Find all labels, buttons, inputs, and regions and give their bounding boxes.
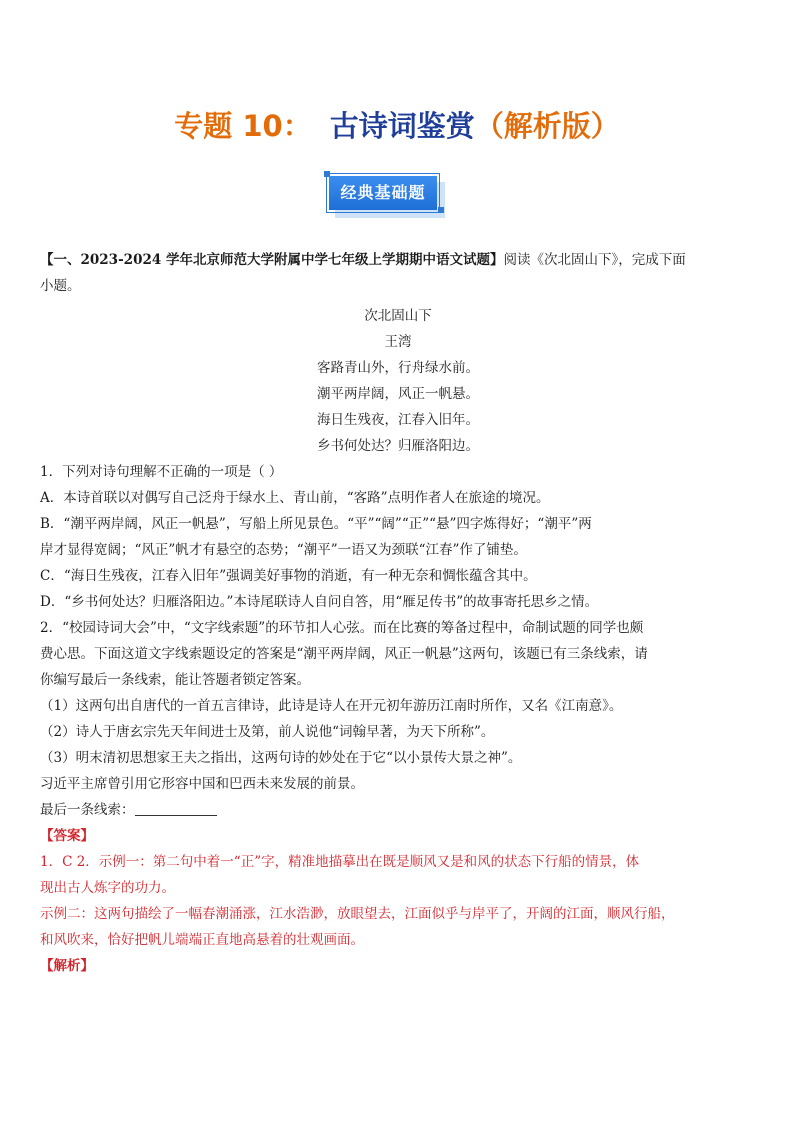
answer-line: 和风吹来，恰好把帆儿端端正直地高悬着的壮观画面。 (40, 932, 364, 948)
answer-label: 【答案】 (40, 828, 94, 844)
badge-label: 经典基础题 (329, 176, 437, 210)
poem-line: 潮平两岸阔，风正一帆悬。 (317, 386, 479, 402)
intro-text: 阅读《次北固山下》，完成下面 (503, 252, 686, 268)
poem-line: 客路青山外，行舟绿水前。 (317, 360, 479, 376)
clue-3-cont: 习近平主席曾引用它形容中国和巴西未来发展的前景。 (40, 776, 364, 792)
option-b: B．“潮平两岸阔，风正一帆悬”，写船上所见景色。“平”“阔”“正”“悬”四字炼得好；“潮平”两 (40, 516, 592, 532)
title-topic-name: 古诗词鉴赏 (329, 109, 475, 143)
question-2-line: 2．“校园诗词大会”中，“文字线索题”的环节扣人心弦。而在比赛的筹备过程中，命制试题的同学也颇 (40, 620, 644, 636)
question-source: 【一、2023-2024 学年北京师范大学附属中学七年级上学期期中语文试题】 (40, 252, 504, 268)
document-body (40, 247, 756, 979)
title-version: （解析版） (474, 109, 620, 143)
option-b-cont: 岸才显得宽阔；“风正”帆才有悬空的态势；“潮平”一语又为颈联“江春”作了铺垫。 (40, 542, 527, 558)
last-clue-line (40, 797, 756, 823)
option-a: A．本诗首联以对偶写自己泛舟于绿水上、青山前，“客路”点明作者人在旅途的境况。 (40, 490, 550, 506)
question-2-line: 你编写最后一条线索，能让答题者锁定答案。 (40, 672, 310, 688)
answer-blank (135, 801, 217, 816)
answer-line: 现出古人炼字的功力。 (40, 880, 175, 896)
poem-title: 次北固山下 (364, 308, 432, 324)
intro-line-2: 小题。 (40, 278, 81, 294)
section-badge (329, 176, 447, 220)
option-c: C．“海日生残夜，江春入旧年”强调美好事物的消逝，有一种无奈和惆怅蕴含其中。 (40, 568, 537, 584)
question-1-stem: 1．下列对诗句理解不正确的一项是（ ） (40, 464, 283, 480)
answer-line: 1．C 2．示例一：第二句中着一“正”字，精准地描摹出在既是顺风又是和风的状态下行船的情景，体 (40, 854, 640, 870)
last-clue-label: 最后一条线索： (40, 802, 135, 818)
intro-line (40, 247, 756, 273)
clue-1: （1）这两句出自唐代的一首五言律诗，此诗是诗人在开元初年游历江南时所作，又名《江南意》。 (40, 698, 623, 714)
clue-2: （2）诗人于唐玄宗先天年间进士及第，前人说他“词翰早著，为天下所称”。 (40, 724, 495, 740)
poem-line: 海日生残夜，江春入旧年。 (317, 412, 479, 428)
answer-line: 示例二：这两句描绘了一幅春潮涌涨，江水浩渺，放眼望去，江面似乎与岸平了，开阔的江面，顺风行船， (40, 906, 675, 922)
option-d: D．“乡书何处达？归雁洛阳边。”本诗尾联诗人自问自答，用“雁足传书”的故事寄托思乡之情。 (40, 594, 599, 610)
clue-3: （3）明末清初思想家王夫之指出，这两句诗的妙处在于它“以小景传大景之神”。 (40, 750, 522, 766)
analysis-label: 【解析】 (40, 958, 94, 974)
title-topic-number: 专题 10： (174, 109, 312, 143)
poem-line: 乡书何处达？归雁洛阳边。 (317, 438, 479, 454)
page-title (0, 104, 794, 145)
badge-corner (438, 207, 444, 213)
poem-author: 王湾 (384, 334, 412, 350)
question-2-line: 费心思。下面这道文字线索题设定的答案是“潮平两岸阔，风正一帆悬”这两句，该题已有三条线索，请 (40, 646, 648, 662)
